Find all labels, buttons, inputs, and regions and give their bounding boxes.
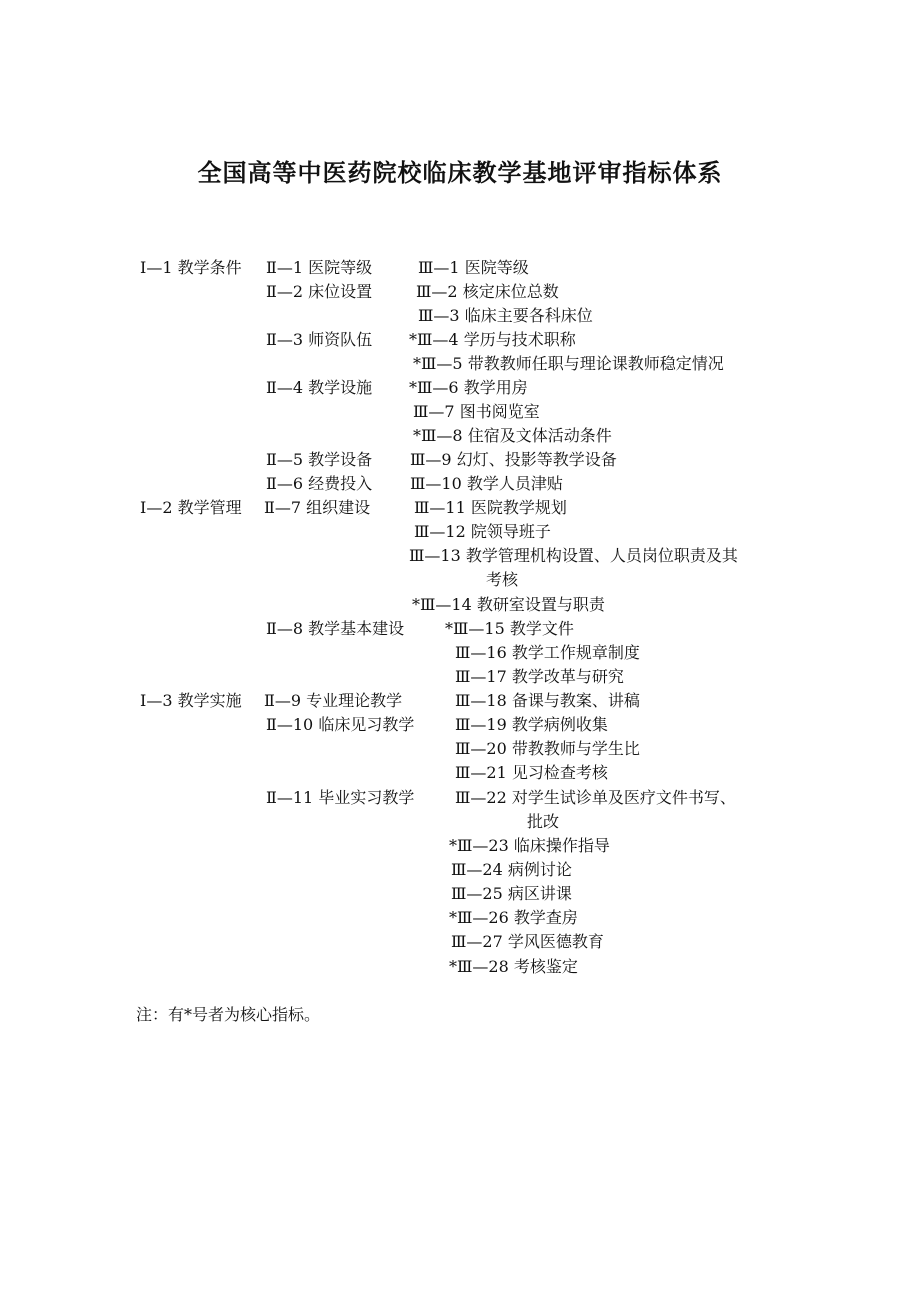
level3-item: Ⅲ—9 幻灯、投影等教学设备: [410, 450, 617, 469]
level3-item: *Ⅲ—8 住宿及文体活动条件: [413, 426, 612, 445]
level3-item: Ⅲ—2 核定床位总数: [416, 282, 559, 301]
level3-item: Ⅲ—1 医院等级: [418, 258, 529, 277]
level2-item: Ⅱ—1 医院等级: [266, 258, 373, 277]
level2-item: Ⅱ—7 组织建设: [264, 498, 371, 517]
level3-item: *Ⅲ—4 学历与技术职称: [409, 330, 576, 349]
level3-item: Ⅲ—18 备课与教案、讲稿: [455, 691, 640, 710]
level3-item: Ⅲ—21 见习检查考核: [455, 763, 608, 782]
level2-item: Ⅱ—9 专业理论教学: [264, 691, 403, 710]
level3-item: Ⅲ—3 临床主要各科床位: [418, 306, 593, 325]
level3-item: *Ⅲ—28 考核鉴定: [449, 957, 578, 976]
level2-item: Ⅱ—4 教学设施: [266, 378, 373, 397]
level3-item: Ⅲ—11 医院教学规划: [414, 498, 567, 517]
level3-item: *Ⅲ—5 带教教师任职与理论课教师稳定情况: [413, 354, 724, 373]
level3-item: Ⅲ—25 病区讲课: [451, 884, 572, 903]
level3-item: Ⅲ—19 教学病例收集: [455, 715, 608, 734]
level3-item: Ⅲ—17 教学改革与研究: [455, 667, 624, 686]
level3-item: Ⅲ—24 病例讨论: [451, 860, 572, 879]
level2-item: Ⅱ—3 师资队伍: [266, 330, 373, 349]
level2-item: Ⅱ—6 经费投入: [266, 474, 373, 493]
level3-item: Ⅲ—12 院领导班子: [414, 522, 551, 541]
level3-item: *Ⅲ—6 教学用房: [409, 378, 528, 397]
level3-item: *Ⅲ—26 教学查房: [449, 908, 578, 927]
footnote: 注：有*号者为核心指标。: [136, 1005, 321, 1024]
level1-item: Ⅰ—3 教学实施: [140, 691, 242, 710]
level2-item: Ⅱ—10 临床见习教学: [266, 715, 415, 734]
level3-item: Ⅲ—27 学风医德教育: [451, 932, 604, 951]
page-title: 全国高等中医药院校临床教学基地评审指标体系: [197, 159, 723, 187]
level3-item: Ⅲ—10 教学人员津贴: [410, 474, 563, 493]
level3-item: *Ⅲ—14 教研室设置与职责: [412, 595, 605, 614]
level3-item: Ⅲ—13 教学管理机构设置、人员岗位职责及其: [409, 546, 738, 565]
level1-item: Ⅰ—1 教学条件: [140, 258, 242, 277]
level3-item: *Ⅲ—23 临床操作指导: [449, 836, 610, 855]
level2-item: Ⅱ—8 教学基本建设: [266, 619, 405, 638]
level3-item: *Ⅲ—15 教学文件: [445, 619, 574, 638]
level2-item: Ⅱ—11 毕业实习教学: [266, 788, 415, 807]
level3-item-continuation: 批改: [527, 812, 560, 831]
level2-item: Ⅱ—5 教学设备: [266, 450, 373, 469]
level3-item: Ⅲ—20 带教教师与学生比: [455, 739, 640, 758]
level3-item: Ⅲ—7 图书阅览室: [413, 402, 540, 421]
level3-item: Ⅲ—16 教学工作规章制度: [455, 643, 640, 662]
level3-item: Ⅲ—22 对学生试诊单及医疗文件书写、: [455, 788, 736, 807]
level1-item: Ⅰ—2 教学管理: [140, 498, 242, 517]
level3-item-continuation: 考核: [486, 570, 519, 589]
level2-item: Ⅱ—2 床位设置: [266, 282, 373, 301]
